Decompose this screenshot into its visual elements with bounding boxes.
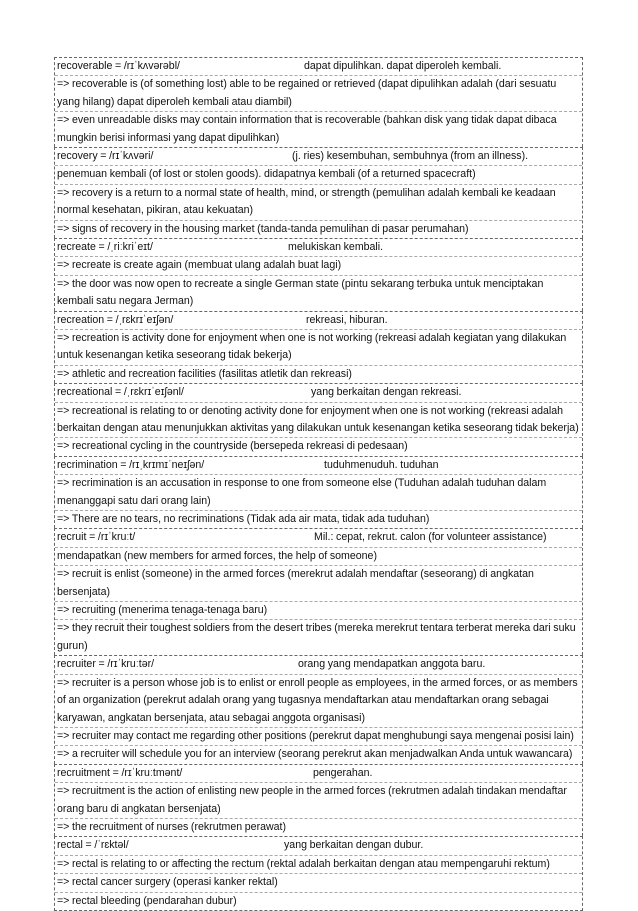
term: recruit = /rɪˈkruːt/: [57, 531, 136, 544]
example-line: => There are no tears, no recriminations (Tidak ada air mata, tidak ada tuduhan): [55, 510, 582, 528]
meaning: (j. ries) kesembuhan, sembuhnya (from an illness).: [292, 150, 529, 163]
entry-header: [55, 239, 582, 256]
meaning: tuduhmenuduh. tuduhan: [324, 458, 439, 471]
entry-recreational: [54, 383, 583, 456]
example-line: => the door was now open to recreate a single German state (pintu sekarang terbuka untuk menciptakan kembali satu negara Jerman): [55, 275, 582, 311]
meaning: yang berkaitan dengan rekreasi.: [311, 386, 462, 399]
term: rectal = /ˈrɛktəl/: [57, 839, 129, 852]
example-line: => rectal cancer surgery (operasi kanker rektal): [55, 873, 582, 891]
example-line: => recruiter may contact me regarding other positions (perekrut dapat menghubungi saya mengenai posisi lain): [55, 727, 582, 745]
entry-recruiter: [54, 655, 583, 763]
term: recreation = /ˌrɛkrɪˈeɪʃən/: [57, 313, 174, 326]
example-line: => the recruitment of nurses (rekrutmen perawat): [55, 818, 582, 836]
meaning: Mil.: cepat, rekrut. calon (for volunteer assistance): [314, 531, 547, 544]
entry-rectal: [54, 836, 583, 911]
entry-header: [55, 312, 582, 329]
entry-recoverable: [54, 57, 583, 147]
example-line: => they recruit their toughest soldiers from the desert tribes (mereka merekrut tentara terberat mereka dari suku gurun): [55, 619, 582, 655]
example-line: => even unreadable disks may contain information that is recoverable (bahkan disk yang tidak dapat dibaca mungkin berisi informasi yang dapat dipulihkan): [55, 111, 582, 147]
example-line: => athletic and recreation facilities (fasilitas atletik dan rekreasi): [55, 365, 582, 383]
dictionary-document: [54, 57, 583, 911]
entry-recovery: [54, 147, 583, 238]
definition-line: => recovery is a return to a normal state of health, mind, or strength (pemulihan adalah kembali ke keadaan normal kesehatan, pikiran, atau kekuatan): [55, 184, 582, 220]
example-line: => recreational cycling in the countryside (bersepeda rekreasi di pedesaan): [55, 437, 582, 455]
definition-line: => recruit is enlist (someone) in the armed forces (merekrut adalah mendaftar (seseorang) di angkatan bersenjata): [55, 565, 582, 601]
meaning: dapat dipulihkan. dapat diperoleh kembali.: [304, 60, 502, 72]
meaning: yang berkaitan dengan dubur.: [284, 839, 424, 852]
entry-header: [55, 529, 582, 546]
entry-recruitment: [54, 764, 583, 837]
meaning: pengerahan.: [313, 766, 373, 779]
example-line: => signs of recovery in the housing market (tanda-tanda pemulihan di pasar perumahan): [55, 220, 582, 238]
term: recovery = /rɪˈkʌvəri/: [57, 150, 154, 163]
entry-header: [55, 384, 582, 401]
definition-line: penemuan kembali (of lost or stolen goods). didapatnya kembali (of a returned spacecraft): [55, 165, 582, 183]
definition-line: => recrimination is an accusation in response to one from someone else (Tuduhan adalah tuduhan dalam menanggapi satu dari orang lain): [55, 474, 582, 510]
definition-line: mendapatkan (new members for armed forces, the help of someone): [55, 547, 582, 565]
term: recoverable = /rɪˈkʌvərəbl/: [57, 60, 180, 72]
entry-recrimination: [54, 456, 583, 529]
meaning: orang yang mendapatkan anggota baru.: [298, 658, 486, 671]
meaning: rekreasi, hiburan.: [306, 313, 388, 326]
entry-recruit: [54, 528, 583, 655]
entry-header: [55, 58, 582, 75]
definition-line: => recreation is activity done for enjoyment when one is not working (rekreasi adalah kegiatan yang dilakukan untuk kesenangan ketika seseorang tidak bekerja): [55, 329, 582, 365]
definition-line: => recruiter is a person whose job is to enlist or enroll people as employees, in the armed forces, or as members of an organization (perekrut adalah orang yang tugasnya mendaftarkan atau mendaftarkan orang sebagai karyawan, angkatan bersenjata, atau sebagai anggota organisasi): [55, 674, 582, 727]
entry-header: [55, 837, 582, 854]
term: recreational = /ˌrɛkrɪˈeɪʃənl/: [57, 386, 184, 399]
definition-line: => recreational is relating to or denoting activity done for enjoyment when one is not working (rekreasi adalah berkaitan dengan atau menunjukkan aktivitas yang dilakukan untuk kesenangan ketika seseorang tidak bekerja): [55, 402, 582, 438]
entry-header: [55, 457, 582, 474]
term: recruitment = /rɪˈkruːtmənt/: [57, 766, 183, 779]
example-line: => a recruiter will schedule you for an interview (seorang perekrut akan menjadwalkan Anda untuk wawancara): [55, 745, 582, 763]
definition-line: => recoverable is (of something lost) able to be regained or retrieved (dapat dipulihkan adalah (dari sesuatu yang hilang) dapat diperoleh kembali atau diambil): [55, 75, 582, 111]
entry-header: [55, 656, 582, 673]
definition-line: => rectal is relating to or affecting the rectum (rektal adalah berkaitan dengan atau mempengaruhi rektum): [55, 855, 582, 873]
definition-line: => recruitment is the action of enlisting new people in the armed forces (rekrutmen adalah tindakan mendaftar orang baru di angkatan bersenjata): [55, 782, 582, 818]
entry-header: [55, 765, 582, 782]
entry-recreate: [54, 238, 583, 311]
example-line: => recruiting (menerima tenaga-tenaga baru): [55, 601, 582, 619]
example-line: => rectal bleeding (pendarahan dubur): [55, 892, 582, 910]
term: recreate = /ˌriːkriˈeɪt/: [57, 241, 153, 254]
term: recruiter = /rɪˈkruːtər/: [57, 658, 155, 671]
entry-header: [55, 148, 582, 165]
entry-recreation: [54, 311, 583, 384]
definition-line: => recreate is create again (membuat ulang adalah buat lagi): [55, 256, 582, 274]
term: recrimination = /rɪˌkrɪmɪˈneɪʃən/: [57, 458, 205, 471]
meaning: melukiskan kembali.: [288, 241, 384, 254]
